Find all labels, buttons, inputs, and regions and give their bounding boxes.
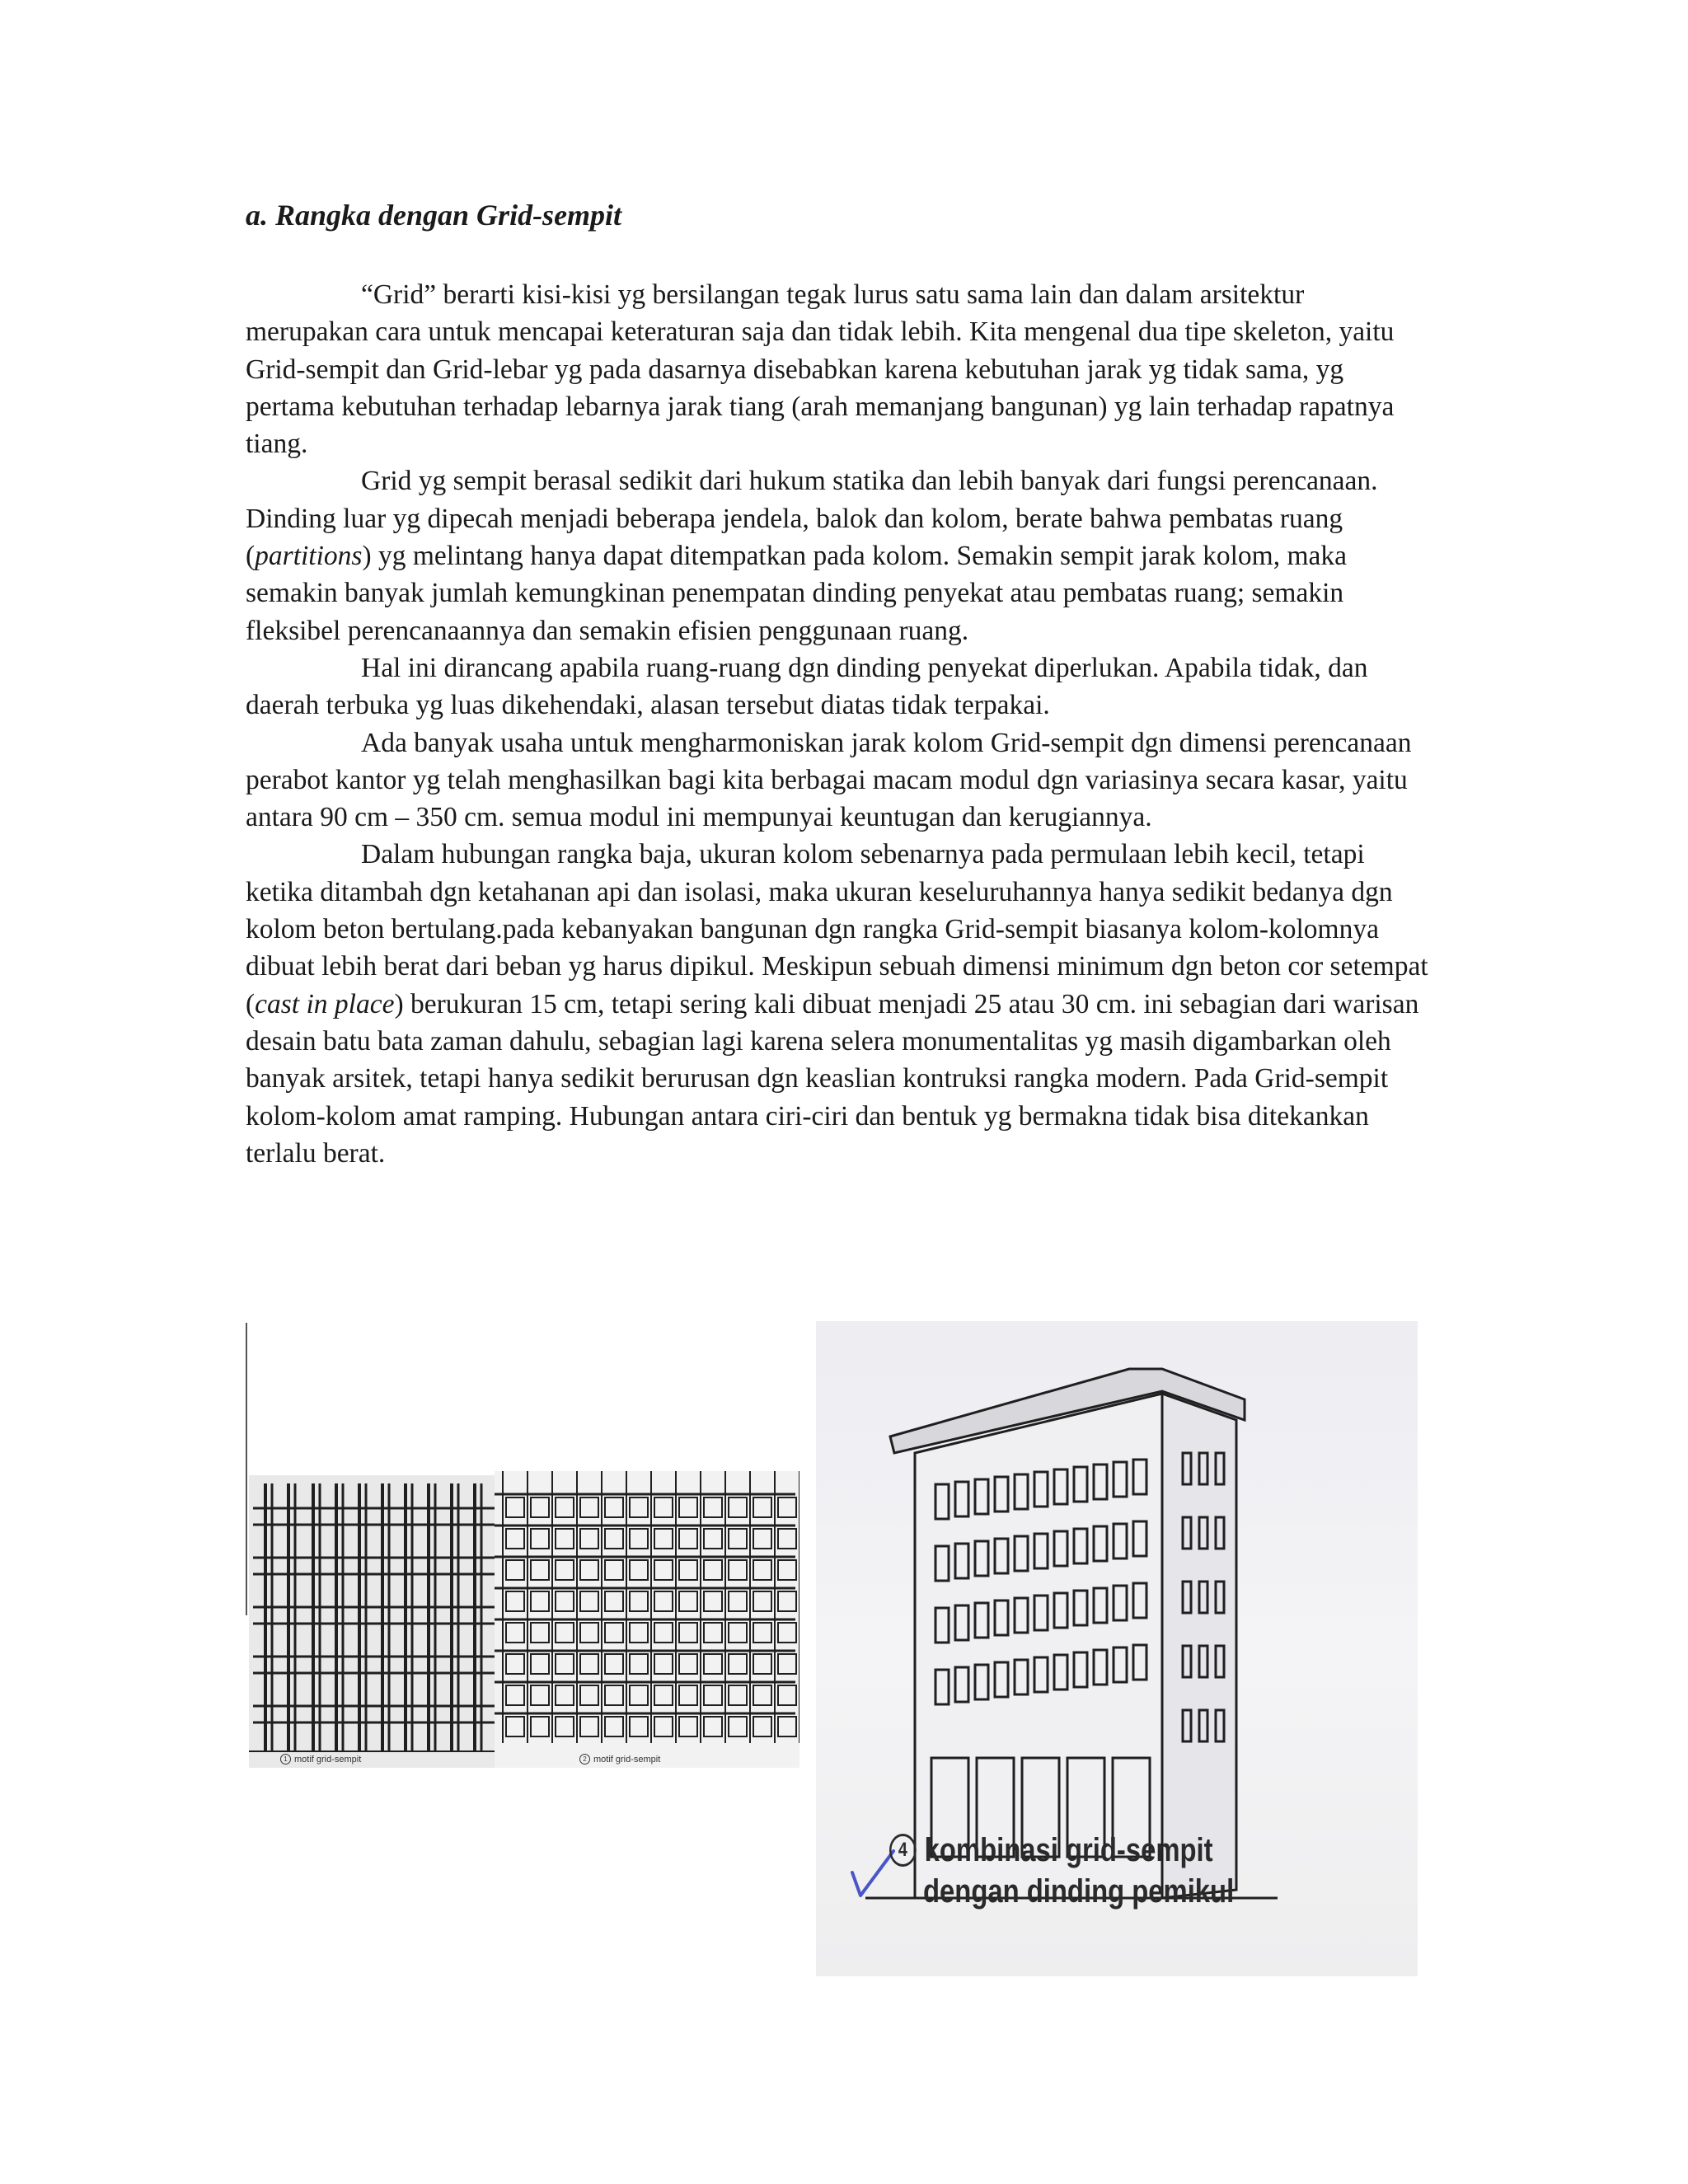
drawing-rect: [679, 1623, 697, 1643]
building-caption-line-1: kombinasi grid-sempit: [924, 1832, 1213, 1868]
drawing-rect: [556, 1529, 574, 1549]
drawing-rect: [580, 1497, 598, 1517]
drawing-rect: [605, 1591, 623, 1611]
drawing-rect: [630, 1685, 648, 1705]
drawing-rect: [605, 1560, 623, 1580]
drawing-rect: [654, 1591, 673, 1611]
drawing-rect: [605, 1654, 623, 1674]
drawing-rect: [778, 1654, 796, 1674]
drawing-rect: [506, 1497, 524, 1517]
drawing-rect: [704, 1529, 722, 1549]
drawing-rect: [654, 1717, 673, 1736]
drawing-rect: [654, 1654, 673, 1674]
figure-1-caption-text: motif grid-sempit: [294, 1754, 362, 1765]
drawing-rect: [704, 1497, 722, 1517]
building-caption: [898, 1830, 1235, 1912]
drawing-rect: [753, 1685, 771, 1705]
drawing-rect: [506, 1717, 524, 1736]
drawing-rect: [605, 1623, 623, 1643]
paragraph-2: Grid yg sempit berasal sedikit dari hukum statika dan lebih banyak dari fungsi perencanaan. Dinding luar yg dipecah menjadi beberapa jendela, balok dan kolom, berate bahwa pembatas ruang (partitions) yg melintang hanya dapat ditempatkan pada kolom. Semakin sempit jarak kolom, maka semakin banyak jumlah kemungkinan penempatan dinding penyekat atau pembatas ruang; semakin fleksibel perencanaannya dan semakin efisien penggunaan ruang.: [246, 466, 1378, 646]
drawing-rect: [778, 1685, 796, 1705]
drawing-rect: [753, 1717, 771, 1736]
drawing-rect: [630, 1560, 648, 1580]
figure-1-caption: [280, 1754, 361, 1765]
drawing-rect: [679, 1529, 697, 1549]
drawing-rect: [630, 1591, 648, 1611]
drawing-rect: [704, 1685, 722, 1705]
figure-2-caption: [579, 1754, 660, 1765]
drawing-rect: [654, 1529, 673, 1549]
drawing-rect: [753, 1529, 771, 1549]
drawing-rect: [556, 1560, 574, 1580]
drawing-rect: [556, 1497, 574, 1517]
drawing-rect: [580, 1685, 598, 1705]
drawing-rect: [556, 1623, 574, 1643]
drawing-rect: [729, 1654, 747, 1674]
drawing-rect: [729, 1529, 747, 1549]
drawing-rect: [531, 1623, 549, 1643]
paragraph-4: Ada banyak usaha untuk mengharmoniskan jarak kolom Grid-sempit dgn dimensi perencanaan perabot kantor yg telah menghasilkan bagi kita berbagai macam modul dgn variasinya secara kasar, yaitu antara 90 cm – 350 cm. semua modul ini mempunyai keuntugan dan kerugiannya.: [246, 727, 1412, 833]
drawing-rect: [729, 1591, 747, 1611]
drawing-rect: [679, 1497, 697, 1517]
section-heading: a. Rangka dengan Grid-sempit: [246, 199, 622, 232]
drawing-rect: [605, 1717, 623, 1736]
drawing-rect: [531, 1591, 549, 1611]
drawing-rect: [704, 1717, 722, 1736]
figure-border-line: [246, 1323, 247, 1615]
drawing-rect: [630, 1654, 648, 1674]
body-text: [246, 276, 1432, 1172]
drawing-rect: [753, 1560, 771, 1580]
drawing-rect: [704, 1623, 722, 1643]
figure-1-number: 1: [280, 1754, 291, 1765]
drawing-rect: [654, 1497, 673, 1517]
figure-2-caption-text: motif grid-sempit: [593, 1754, 661, 1765]
drawing-rect: [531, 1560, 549, 1580]
drawing-rect: [778, 1529, 796, 1549]
building-caption-line-2: dengan dinding pemikul: [923, 1873, 1235, 1910]
drawing-rect: [679, 1685, 697, 1705]
drawing-rect: [704, 1591, 722, 1611]
drawing-rect: [704, 1560, 722, 1580]
drawing-rect: [506, 1685, 524, 1705]
drawing-rect: [630, 1497, 648, 1517]
drawing-rect: [679, 1591, 697, 1611]
drawing-rect: [778, 1623, 796, 1643]
drawing-rect: [630, 1623, 648, 1643]
drawing-rect: [654, 1560, 673, 1580]
building-caption-number: 4: [889, 1834, 917, 1867]
drawing-rect: [605, 1529, 623, 1549]
drawing-rect: [753, 1654, 771, 1674]
drawing-rect: [778, 1717, 796, 1736]
grid-motif-figure-2: [495, 1471, 799, 1768]
drawing-rect: [679, 1654, 697, 1674]
paragraph-5: Dalam hubungan rangka baja, ukuran kolom sebenarnya pada permulaan lebih kecil, tetapi ketika ditambah dgn ketahanan api dan isolasi, maka ukuran keseluruhannya hanya sedikit bedanya dgn kolom beton bertulang.pada kebanyakan bangunan dgn rangka Grid-sempit biasanya kolom-kolomnya dibuat lebih berat dari beban yg harus dipikul. Meskipun sebuah dimensi minimum dgn beton cor setempat (cast in place) berukuran 15 cm, tetapi sering kali dibuat menjadi 25 atau 30 cm. ini sebagian dari warisan desain batu bata zaman dahulu, sebagian lagi karena selera monumentalitas yg masih digambarkan oleh banyak arsitek, tetapi hanya sedikit berurusan dgn keaslian kontruksi rangka modern. Pada Grid-sempit kolom-kolom amat ramping. Hubungan antara ciri-ciri dan bentuk yg bermakna tidak bisa ditekankan terlalu berat.: [246, 839, 1428, 1169]
drawing-rect: [729, 1685, 747, 1705]
drawing-rect: [506, 1529, 524, 1549]
drawing-rect: [778, 1560, 796, 1580]
drawing-rect: [729, 1717, 747, 1736]
drawing-rect: [580, 1560, 598, 1580]
drawing-rect: [556, 1591, 574, 1611]
drawing-rect: [556, 1717, 574, 1736]
drawing-rect: [630, 1717, 648, 1736]
drawing-rect: [729, 1560, 747, 1580]
drawing-rect: [729, 1497, 747, 1517]
drawing-rect: [679, 1717, 697, 1736]
drawing-rect: [531, 1717, 549, 1736]
figure-2-number: 2: [579, 1754, 590, 1765]
drawing-rect: [506, 1623, 524, 1643]
drawing-rect: [580, 1591, 598, 1611]
drawing-rect: [605, 1685, 623, 1705]
drawing-rect: [630, 1529, 648, 1549]
drawing-rect: [778, 1591, 796, 1611]
drawing-rect: [753, 1591, 771, 1611]
drawing-rect: [605, 1497, 623, 1517]
drawing-rect: [753, 1623, 771, 1643]
drawing-rect: [580, 1623, 598, 1643]
drawing-rect: [729, 1623, 747, 1643]
drawing-rect: [531, 1529, 549, 1549]
drawing-rect: [580, 1717, 598, 1736]
drawing-rect: [556, 1685, 574, 1705]
paragraph-3: Hal ini dirancang apabila ruang-ruang dgn dinding penyekat diperlukan. Apabila tidak, dan daerah terbuka yg luas dikehendaki, alasan tersebut diatas tidak terpakai.: [246, 652, 1368, 721]
drawing-rect: [679, 1560, 697, 1580]
drawing-rect: [531, 1654, 549, 1674]
drawing-rect: [654, 1685, 673, 1705]
drawing-rect: [556, 1654, 574, 1674]
drawing-rect: [753, 1497, 771, 1517]
drawing-rect: [778, 1497, 796, 1517]
paragraph-1: “Grid” berarti kisi-kisi yg bersilangan tegak lurus satu sama lain dan dalam arsitektur merupakan cara untuk mencapai keteraturan saja dan tidak lebih. Kita mengenal dua tipe skeleton, yaitu Grid-sempit dan Grid-lebar yg pada dasarnya disebabkan karena kebutuhan jarak yg tidak sama, yg pertama kebutuhan terhadap lebarnya jarak tiang (arah memanjang bangunan) yg lain terhadap rapatnya tiang.: [246, 279, 1395, 460]
building-front-facade: [915, 1394, 1162, 1898]
drawing-rect: [506, 1560, 524, 1580]
drawing-rect: [506, 1591, 524, 1611]
drawing-rect: [506, 1654, 524, 1674]
drawing-rect: [654, 1623, 673, 1643]
drawing-rect: [580, 1529, 598, 1549]
drawing-rect: [580, 1654, 598, 1674]
drawing-rect: [531, 1685, 549, 1705]
drawing-rect: [704, 1654, 722, 1674]
drawing-rect: [531, 1497, 549, 1517]
